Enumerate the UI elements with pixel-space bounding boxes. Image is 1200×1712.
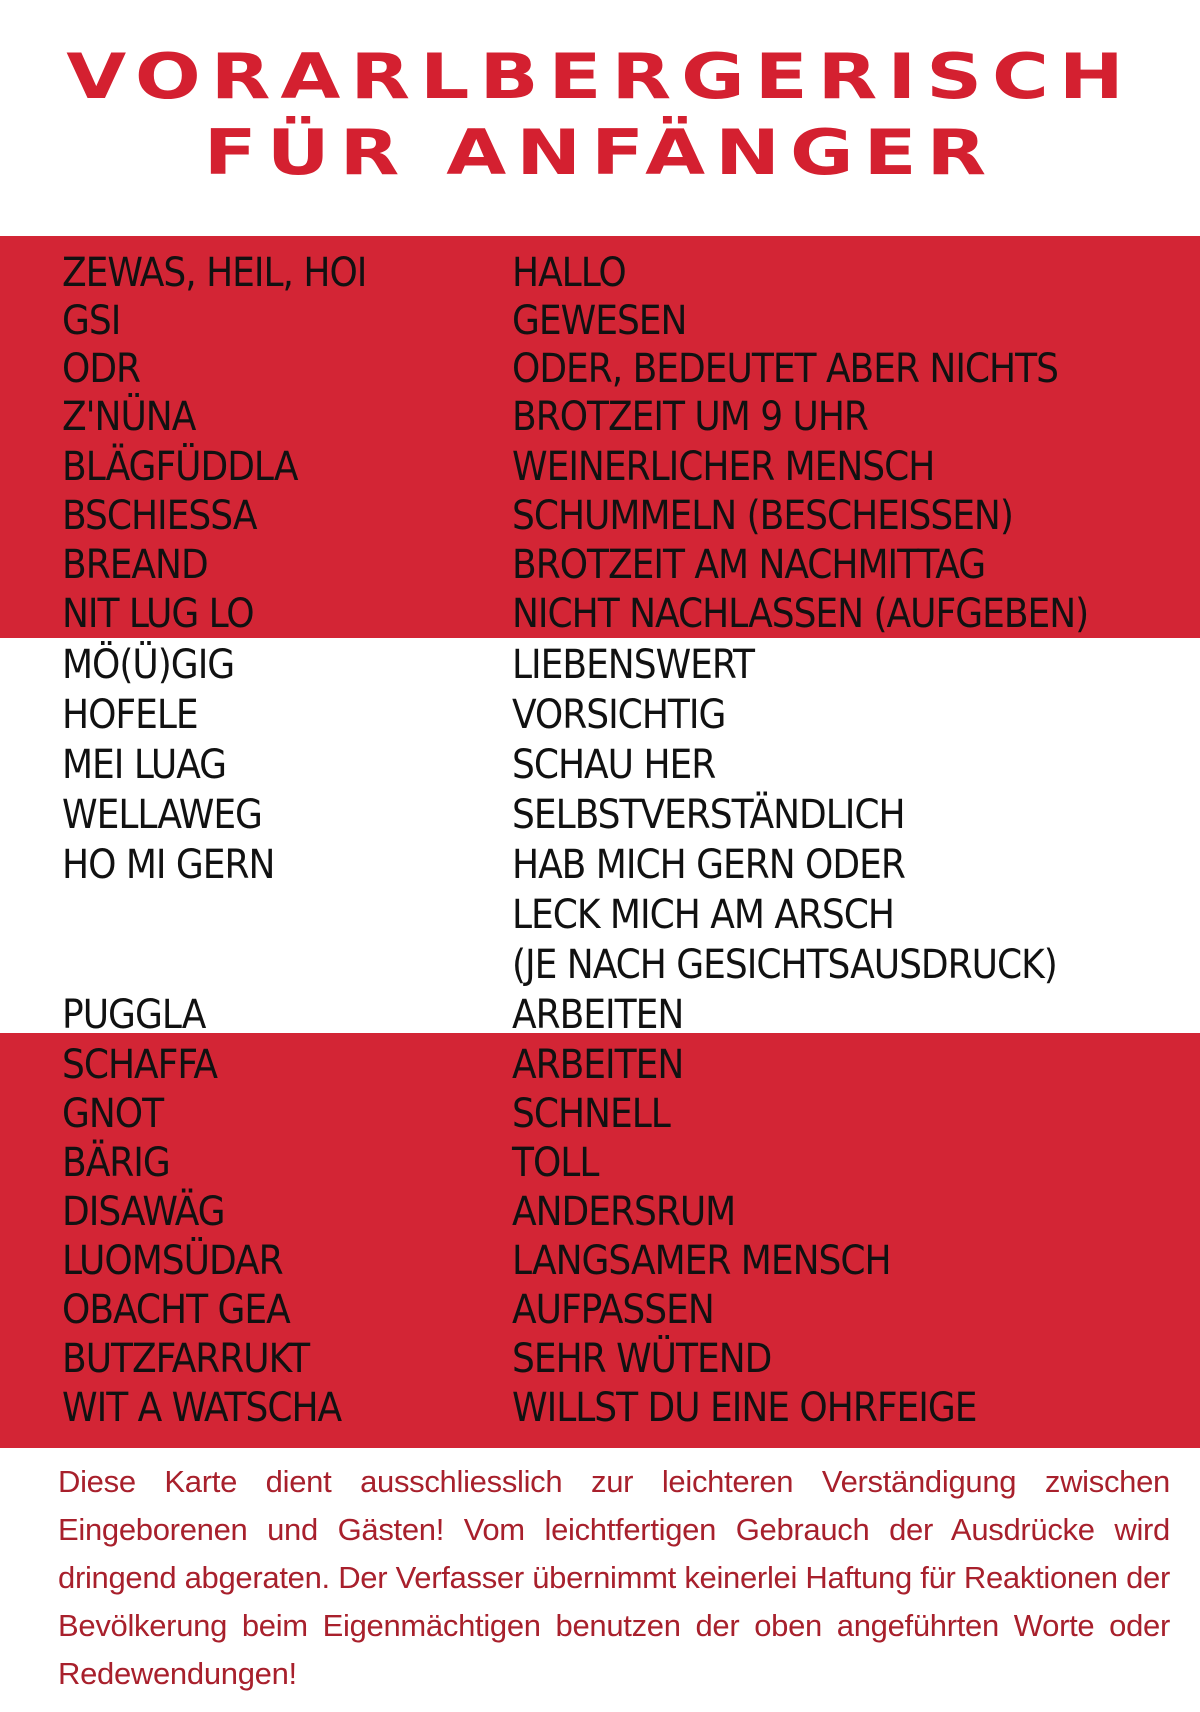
glossary-row — [0, 1187, 1200, 1237]
dialect-term: Z'NÜNA — [62, 394, 196, 440]
dialect-term: SCHAFFA — [62, 1042, 218, 1088]
term-meaning: WEINERLICHER MENSCH — [512, 444, 935, 490]
term-meaning: LANGSAMER MENSCH — [512, 1238, 891, 1284]
term-meaning: SCHAU HER — [512, 742, 716, 788]
dialect-term: GNOT — [62, 1091, 164, 1137]
glossary-row — [0, 296, 1200, 346]
term-meaning: SCHUMMELN (BESCHEISSEN) — [512, 493, 1013, 539]
dialect-term: HO MI GERN — [62, 842, 275, 888]
dialect-term: OBACHT GEA — [62, 1287, 290, 1333]
term-meaning: HALLO — [512, 250, 626, 296]
term-meaning: SELBSTVERSTÄNDLICH — [512, 792, 905, 838]
term-meaning: ANDERSRUM — [512, 1189, 736, 1235]
term-meaning: ARBEITEN — [512, 1042, 684, 1088]
term-meaning: BROTZEIT UM 9 UHR — [512, 394, 868, 440]
dialect-term: MEI LUAG — [62, 742, 227, 788]
term-meaning: GEWESEN — [512, 298, 687, 344]
glossary-row — [0, 1285, 1200, 1335]
term-meaning: HAB MICH GERN ODER LECK MICH AM ARSCH (JE NACH GESICHTSAUSDRUCK) — [512, 842, 1057, 988]
term-meaning: ODER, BEDEUTET ABER NICHTS — [512, 346, 1058, 392]
glossary-row — [0, 589, 1200, 639]
glossary-row — [0, 392, 1200, 442]
glossary-row — [0, 248, 1200, 298]
glossary-row — [0, 1236, 1200, 1286]
dialect-term: MÖ(Ü)GIG — [62, 642, 235, 688]
card-title-line-2: FÜR ANFÄNGER — [203, 116, 997, 189]
term-meaning: LIEBENSWERT — [512, 642, 754, 688]
glossary-row — [0, 344, 1200, 394]
glossary-row — [0, 690, 1200, 740]
term-meaning: WILLST DU EINE OHRFEIGE — [512, 1385, 977, 1431]
term-meaning: NICHT NACHLASSEN (AUFGEBEN) — [512, 591, 1089, 637]
glossary-row — [0, 1138, 1200, 1188]
glossary-row — [0, 990, 1200, 1040]
glossary-row — [0, 491, 1200, 541]
glossary-row — [0, 442, 1200, 492]
dialect-term: GSI — [62, 298, 121, 344]
dialect-term: BREAND — [62, 542, 208, 588]
glossary-row — [0, 1089, 1200, 1139]
dialect-term: ODR — [62, 346, 141, 392]
glossary-row — [0, 790, 1200, 840]
term-meaning: SEHR WÜTEND — [512, 1336, 772, 1382]
glossary-row — [0, 640, 1200, 690]
term-meaning: SCHNELL — [512, 1091, 670, 1137]
glossary-row — [0, 740, 1200, 790]
term-meaning: BROTZEIT AM NACHMITTAG — [512, 542, 986, 588]
term-meaning: AUFPASSEN — [512, 1287, 714, 1333]
disclaimer-text: Diese Karte dient ausschliesslich zur leichteren Verständigung zwischen Eingeborenen und Gästen! Vom leichtfertigen Gebrauch der Ausdrücke wird dringend abgeraten. Der Verfasser übernimmt keinerlei Haftung für Reaktionen der Bevölkerung beim Eigenmächtigen benutzen der oben angeführten Worte oder Redewendungen! — [58, 1464, 1170, 1691]
dialect-term: PUGGLA — [62, 992, 206, 1038]
term-meaning: VORSICHTIG — [512, 692, 726, 738]
dialect-term: WELLAWEG — [62, 792, 262, 838]
glossary-row — [0, 1040, 1200, 1090]
glossary-row — [0, 540, 1200, 590]
dialect-term: WIT A WATSCHA — [62, 1385, 342, 1431]
dialect-term: NIT LUG LO — [62, 591, 254, 637]
glossary-row — [0, 840, 1200, 988]
glossary-row — [0, 1334, 1200, 1384]
card-title-line-1: VORARLBERGERISCH — [66, 40, 1134, 113]
dialect-term: ZEWAS, HEIL, HOI — [62, 250, 367, 296]
dialect-term: DISAWÄG — [62, 1189, 225, 1235]
dialect-term: BSCHIESSA — [62, 493, 257, 539]
dialect-term: BLÄGFÜDDLA — [62, 444, 298, 490]
term-meaning: TOLL — [512, 1140, 599, 1186]
dialect-term: BÄRIG — [62, 1140, 170, 1186]
dialect-term: HOFELE — [62, 692, 198, 738]
glossary-row — [0, 1383, 1200, 1433]
term-meaning: ARBEITEN — [512, 992, 684, 1038]
dialect-term: BUTZFARRUKT — [62, 1336, 310, 1382]
dialect-term: LUOMSÜDAR — [62, 1238, 283, 1284]
